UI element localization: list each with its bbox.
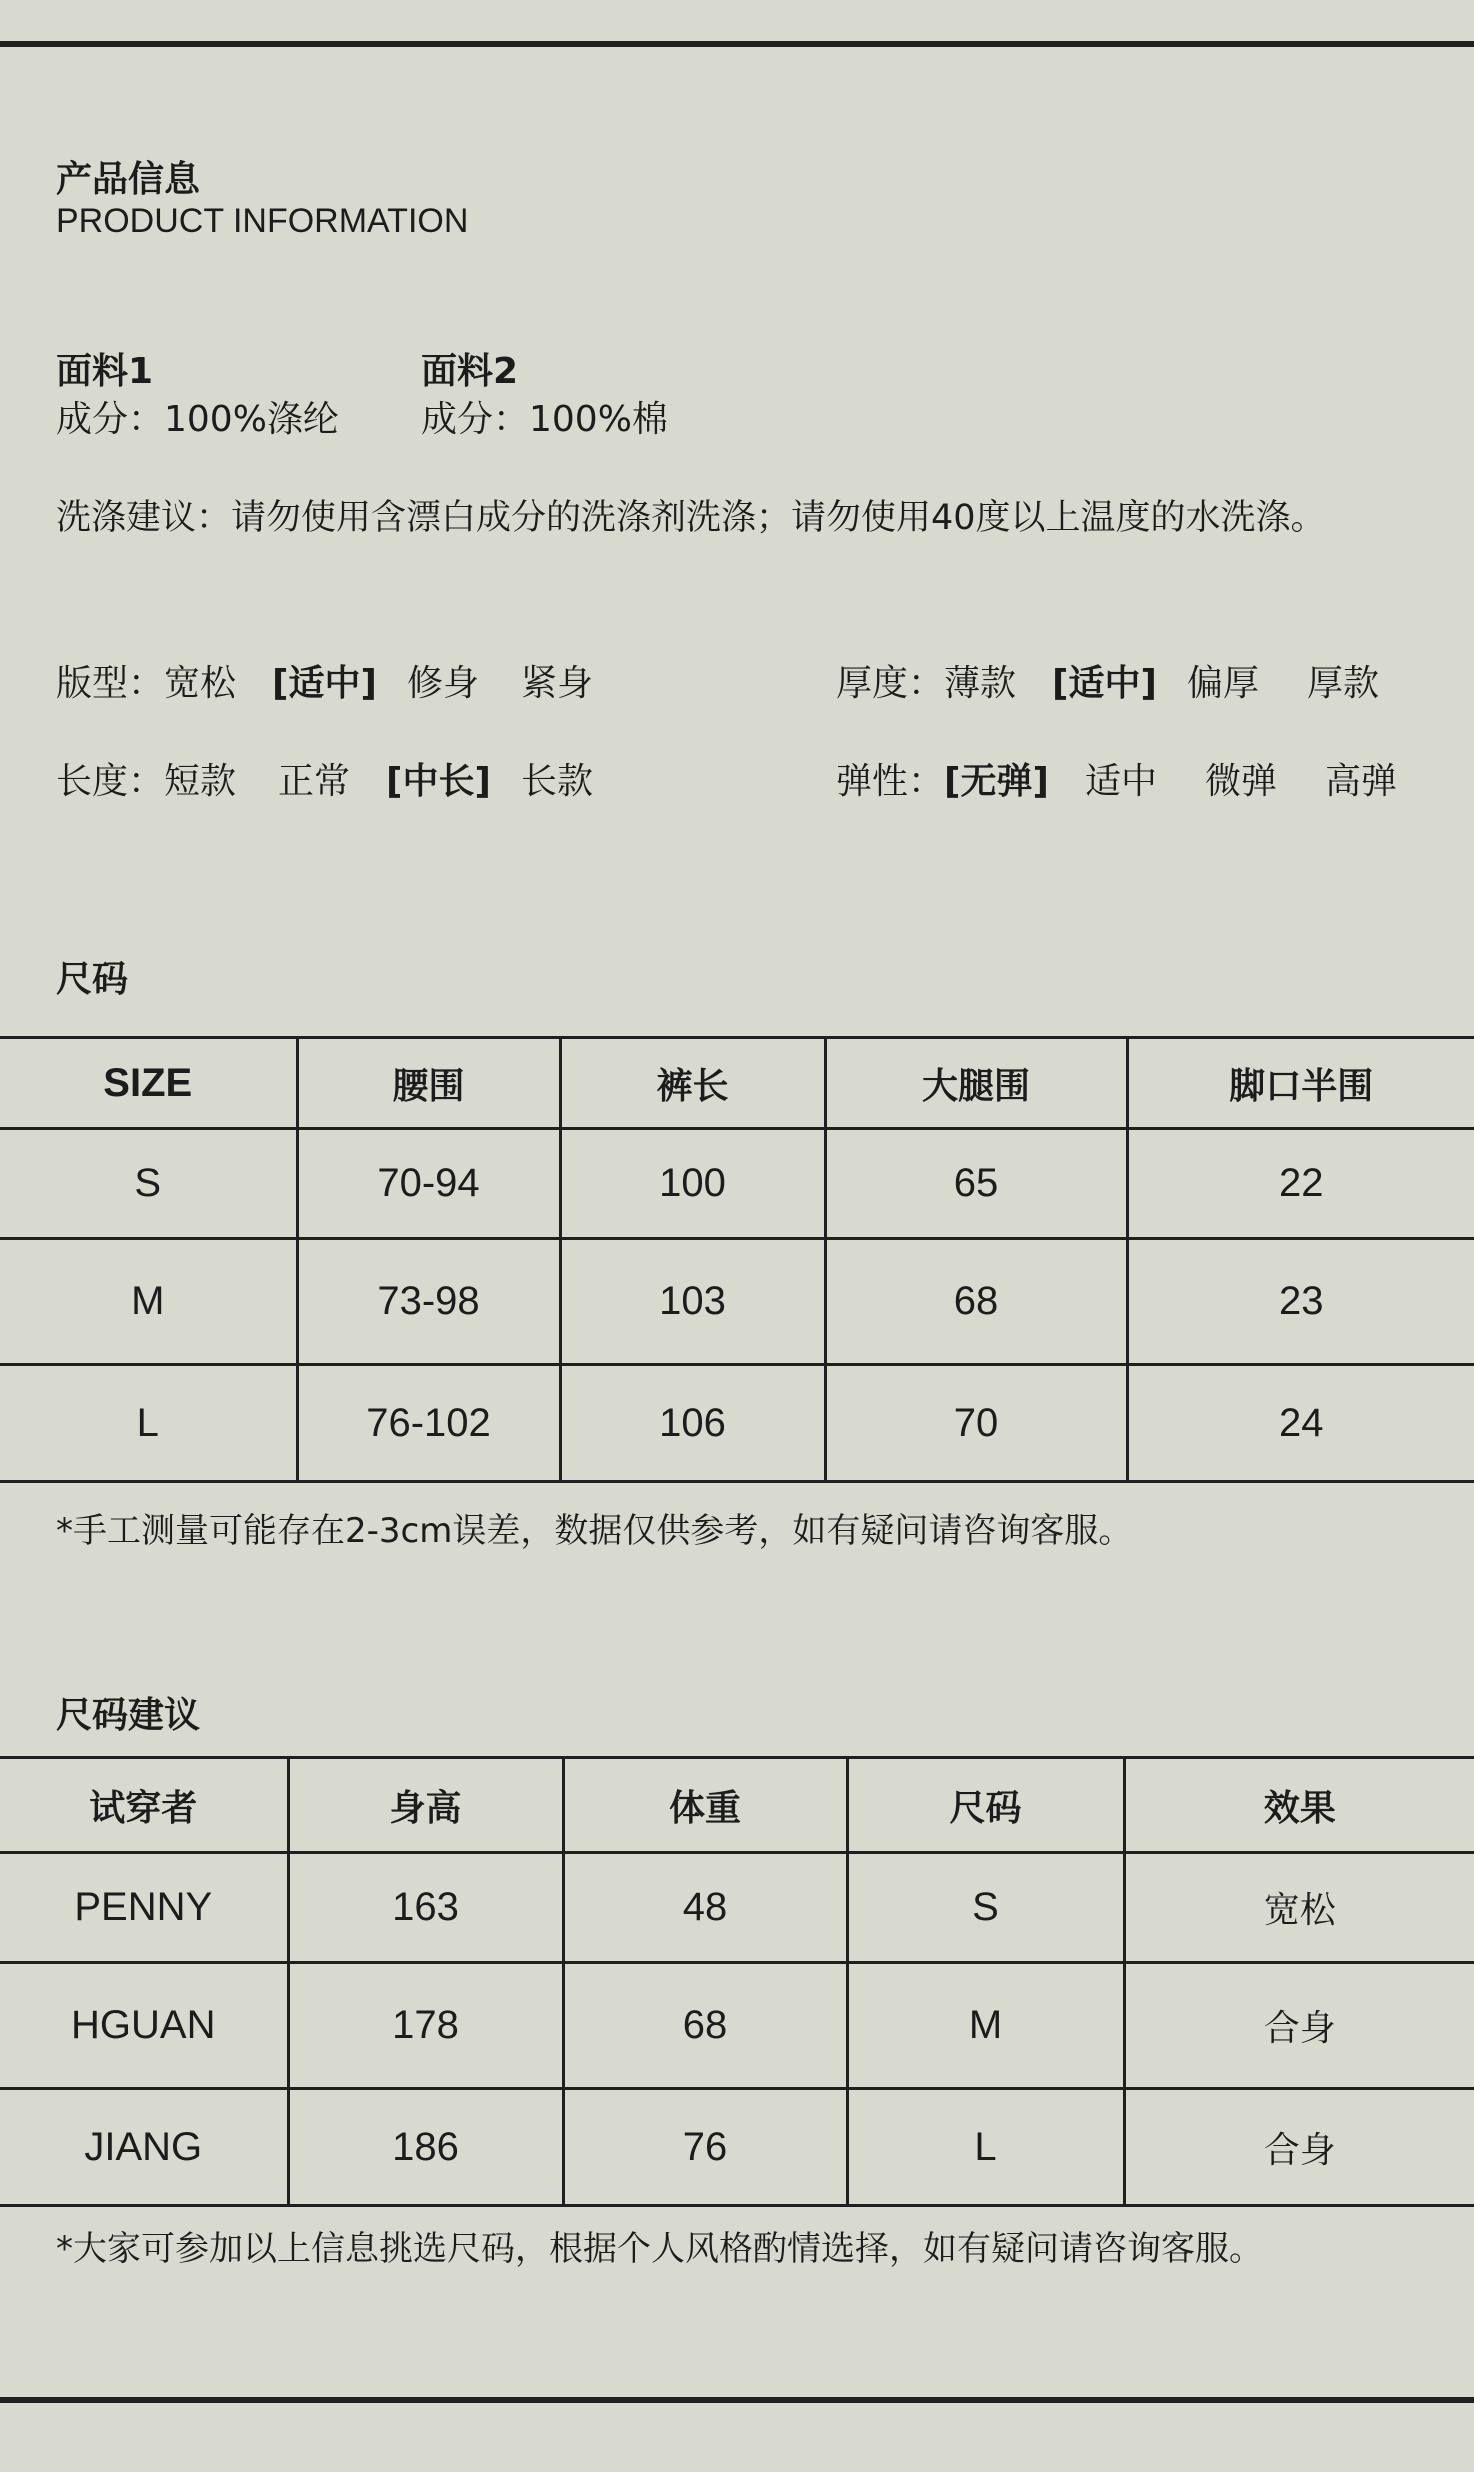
fit-table-cell: 163 xyxy=(288,1853,563,1963)
attr-thickness-label: 厚度： xyxy=(836,663,945,704)
size-table-header-cell: 大腿围 xyxy=(825,1038,1127,1129)
fit-table-header-cell: 体重 xyxy=(563,1758,847,1853)
size-table-header-cell: SIZE xyxy=(0,1038,297,1129)
fit-table-cell: S xyxy=(847,1853,1124,1963)
attr-thickness-option: 薄款 xyxy=(944,663,1017,704)
fit-table-cell: PENNY xyxy=(0,1853,288,1963)
attr-elasticity-option: 适中 xyxy=(1084,761,1157,802)
attr-thickness-option: 厚款 xyxy=(1306,663,1379,704)
size-table-cell: 73-98 xyxy=(297,1239,560,1365)
fit-table-cell: 48 xyxy=(563,1853,847,1963)
attr-length xyxy=(56,758,593,806)
size-table-cell: 103 xyxy=(560,1239,825,1365)
attr-thickness xyxy=(836,660,1379,708)
fit-table-cell: 178 xyxy=(288,1963,563,2089)
fit-table-cell: 68 xyxy=(563,1963,847,2089)
attr-length-label: 长度： xyxy=(56,761,165,802)
fit-table-header-row xyxy=(0,1758,1474,1853)
fit-table-cell: 宽松 xyxy=(1124,1853,1474,1963)
attr-elasticity-option: 高弹 xyxy=(1324,761,1397,802)
size-table-cell: 68 xyxy=(825,1239,1127,1365)
fit-table-cell: JIANG xyxy=(0,2089,288,2206)
fabric-1 xyxy=(56,350,339,442)
fit-table-cell: 合身 xyxy=(1124,2089,1474,2206)
fabric-2-label: 面料2 xyxy=(421,351,519,392)
fit-table-title: 尺码建议 xyxy=(56,1695,201,1736)
fabric-2-value: 成分：100%棉 xyxy=(421,399,668,440)
size-table-cell: 23 xyxy=(1127,1239,1474,1365)
size-table-cell: 106 xyxy=(560,1365,825,1482)
attr-fit-option-selected: [适中] xyxy=(272,663,377,704)
washing-advice: 洗涤建议：请勿使用含漂白成分的洗涤剂洗涤；请勿使用40度以上温度的水洗涤。 xyxy=(56,498,1326,538)
fabric-2 xyxy=(421,350,668,442)
attr-elasticity-label: 弹性： xyxy=(836,761,945,802)
size-table-cell: S xyxy=(0,1129,297,1239)
attr-thickness-option-selected: [适中] xyxy=(1052,663,1157,704)
size-table-cell: 70 xyxy=(825,1365,1127,1482)
fit-table-cell: M xyxy=(847,1963,1124,2089)
size-table-header-cell: 脚口半围 xyxy=(1127,1038,1474,1129)
fit-table-cell: L xyxy=(847,2089,1124,2206)
attr-length-option: 短款 xyxy=(164,761,237,802)
size-table-cell: 22 xyxy=(1127,1129,1474,1239)
attr-elasticity-option-selected: [无弹] xyxy=(944,761,1049,802)
size-table-header-cell: 裤长 xyxy=(560,1038,825,1129)
size-table xyxy=(0,1036,1474,1483)
table-row xyxy=(0,1365,1474,1482)
fit-table xyxy=(0,1756,1474,2207)
size-table-header-row xyxy=(0,1038,1474,1129)
top-divider xyxy=(0,41,1474,47)
size-table-cell: L xyxy=(0,1365,297,1482)
fit-table-header-cell: 效果 xyxy=(1124,1758,1474,1853)
attr-fit-option: 修身 xyxy=(406,663,479,704)
attr-fit-label: 版型： xyxy=(56,663,165,704)
table-row xyxy=(0,1963,1474,2089)
attr-fit-option: 紧身 xyxy=(520,663,593,704)
table-row xyxy=(0,1129,1474,1239)
section-subtitle-product-info: PRODUCT INFORMATION xyxy=(56,202,469,240)
fabric-1-value: 成分：100%涤纶 xyxy=(56,399,339,440)
fit-table-header-cell: 身高 xyxy=(288,1758,563,1853)
size-table-cell: M xyxy=(0,1239,297,1365)
size-table-cell: 76-102 xyxy=(297,1365,560,1482)
attr-elasticity xyxy=(836,758,1397,806)
attr-fit-option: 宽松 xyxy=(164,663,237,704)
size-table-cell: 70-94 xyxy=(297,1129,560,1239)
attr-length-option-selected: [中长] xyxy=(386,761,491,802)
section-title-product-info: 产品信息 xyxy=(56,159,201,200)
bottom-divider xyxy=(0,2397,1474,2403)
size-table-note: *手工测量可能存在2-3cm误差，数据仅供参考，如有疑问请咨询客服。 xyxy=(56,1511,1133,1551)
table-row xyxy=(0,1239,1474,1365)
fit-table-cell: 合身 xyxy=(1124,1963,1474,2089)
fit-table-note: *大家可参加以上信息挑选尺码，根据个人风格酌情选择，如有疑问请咨询客服。 xyxy=(56,2229,1263,2269)
fit-table-header-cell: 试穿者 xyxy=(0,1758,288,1853)
fit-table-cell: 186 xyxy=(288,2089,563,2206)
fit-table-cell: 76 xyxy=(563,2089,847,2206)
fit-table-header-cell: 尺码 xyxy=(847,1758,1124,1853)
size-table-title: 尺码 xyxy=(56,959,129,1000)
table-row xyxy=(0,1853,1474,1963)
attr-length-option: 正常 xyxy=(278,761,351,802)
attr-fit xyxy=(56,660,593,708)
size-table-cell: 65 xyxy=(825,1129,1127,1239)
table-row xyxy=(0,2089,1474,2206)
size-table-cell: 24 xyxy=(1127,1365,1474,1482)
fabric-1-label: 面料1 xyxy=(56,351,154,392)
size-table-cell: 100 xyxy=(560,1129,825,1239)
attr-elasticity-option: 微弹 xyxy=(1204,761,1277,802)
attr-length-option: 长款 xyxy=(520,761,593,802)
size-table-header-cell: 腰围 xyxy=(297,1038,560,1129)
fit-table-cell: HGUAN xyxy=(0,1963,288,2089)
attr-thickness-option: 偏厚 xyxy=(1186,663,1259,704)
